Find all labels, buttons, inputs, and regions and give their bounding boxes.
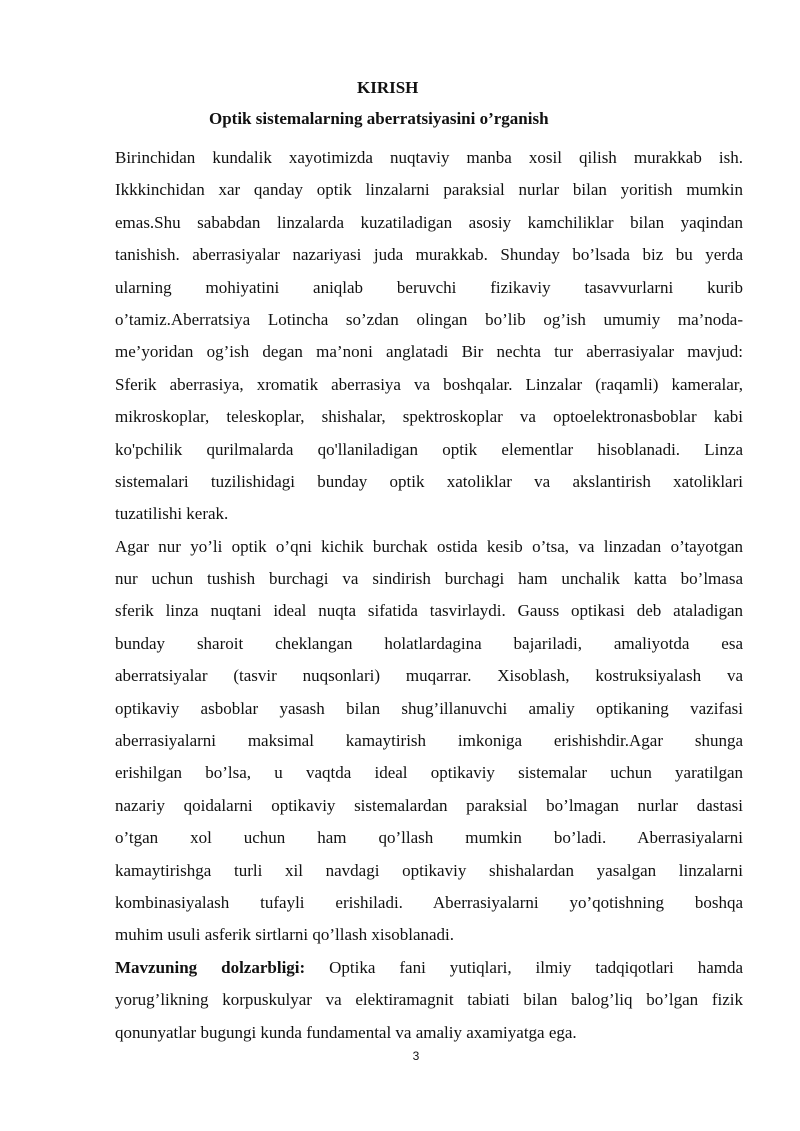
text-line: qonunyatlar bugungi kunda fundamental va amaliy axamiyatga ega.: [115, 1022, 577, 1042]
page-heading-kirish: KIRISH: [357, 78, 419, 97]
topic-relevance-label: Mavzuning dolzarbligi:: [115, 957, 306, 977]
page-number: 3: [412, 1049, 420, 1063]
text-line: Agar nur yo’li optik o’qni kichik burchak ostida kesib o’tsa, va linzadan o’tayotgan: [115, 536, 743, 556]
text-line: nazariy qoidalarni optikaviy sistemalardan paraksial bo’lmagan nurlar dastasi: [115, 795, 743, 815]
text-line: tanishish. aberrasiyalar nazariyasi juda murakkab. Shunday bo’lsada biz bu yerda: [115, 245, 743, 265]
text-line: [115, 952, 743, 984]
text-line: aberratsiyalar (tasvir nuqsonlari) muqarrar. Xisoblash, kostruksiyalash va: [115, 666, 743, 686]
paragraph-3: [115, 952, 743, 1049]
text-line: kamaytirishga turli xil navdagi optikaviy shishalardan yasalgan linzalarni: [115, 860, 743, 880]
text-line: Ikkkinchidan xar qanday optik linzalarni paraksial nurlar bilan yoritish mumkin: [115, 180, 743, 200]
text-line: mikroskoplar, teleskoplar, shishalar, spektroskoplar va optoelektronasboblar kabi: [115, 407, 743, 427]
text-line: optikaviy asboblar yasash bilan shug’illanuvchi amaliy optikaning vazifasi: [115, 698, 743, 718]
body-text: [115, 142, 743, 1049]
text-line: ko'pchilik qurilmalarda qo'llaniladigan optik elementlar hisoblanadi. Linza: [115, 439, 743, 459]
text-line: yorug’likning korpuskulyar va elektiramagnit tabiati bilan balog’liq bo’lgan fizik: [115, 990, 743, 1010]
text-line: sistemalari tuzilishidagi bunday optik xatoliklar va akslantirish xatoliklari: [115, 471, 743, 491]
text-line: kombinasiyalash tufayli erishiladi. Aberrasiyalarni yo’qotishning boshqa: [115, 892, 743, 912]
text-line: bunday sharoit cheklangan holatlardagina bajariladi, amaliyotda esa: [115, 633, 743, 653]
paragraph-2: [115, 531, 743, 952]
text-line: Sferik aberrasiya, xromatik aberrasiya va boshqalar. Linzalar (raqamli) kameralar,: [115, 374, 743, 394]
text-line-rest: Optika fani yutiqlari, ilmiy tadqiqotlari hamda: [329, 957, 743, 977]
text-line: aberrasiyalarni maksimal kamaytirish imkoniga erishishdir.Agar shunga: [115, 731, 743, 751]
text-line: o’tgan xol uchun ham qo’llash mumkin bo’ladi. Aberrasiyalarni: [115, 828, 743, 848]
text-line: nur uchun tushish burchagi va sindirish burchagi ham unchalik katta bo’lmasa: [115, 569, 743, 589]
paragraph-1: [115, 142, 743, 531]
text-line: muhim usuli asferik sirtlarni qo’llash xisoblanadi.: [115, 925, 455, 945]
text-line: me’yoridan og’ish degan ma’noni anglatadi Bir nechta tur aberrasiyalar mavjud:: [115, 342, 743, 362]
text-line: Birinchidan kundalik xayotimizda nuqtaviy manba xosil qilish murakkab ish.: [115, 148, 743, 167]
text-line: tuzatilishi kerak.: [115, 504, 229, 524]
text-line: o’tamiz.Aberratsiya Lotincha so’zdan olingan bo’lib og’ish umumiy ma’noda-: [115, 309, 743, 329]
text-line: emas.Shu sababdan linzalarda kuzatiladigan asosiy kamchiliklar bilan yaqindan: [115, 212, 743, 232]
text-line: ularning mohiyatini aniqlab beruvchi fizikaviy tasavvurlarni kurib: [115, 277, 743, 297]
text-line: erishilgan bo’lsa, u vaqtda ideal optikaviy sistemalar uchun yaratilgan: [115, 763, 743, 783]
text-line: sferik linza nuqtani ideal nuqta sifatida tasvirlaydi. Gauss optikasi deb ataladigan: [115, 601, 743, 621]
section-title: Optik sistemalarning aberratsiyasini o’rganish: [209, 109, 549, 128]
